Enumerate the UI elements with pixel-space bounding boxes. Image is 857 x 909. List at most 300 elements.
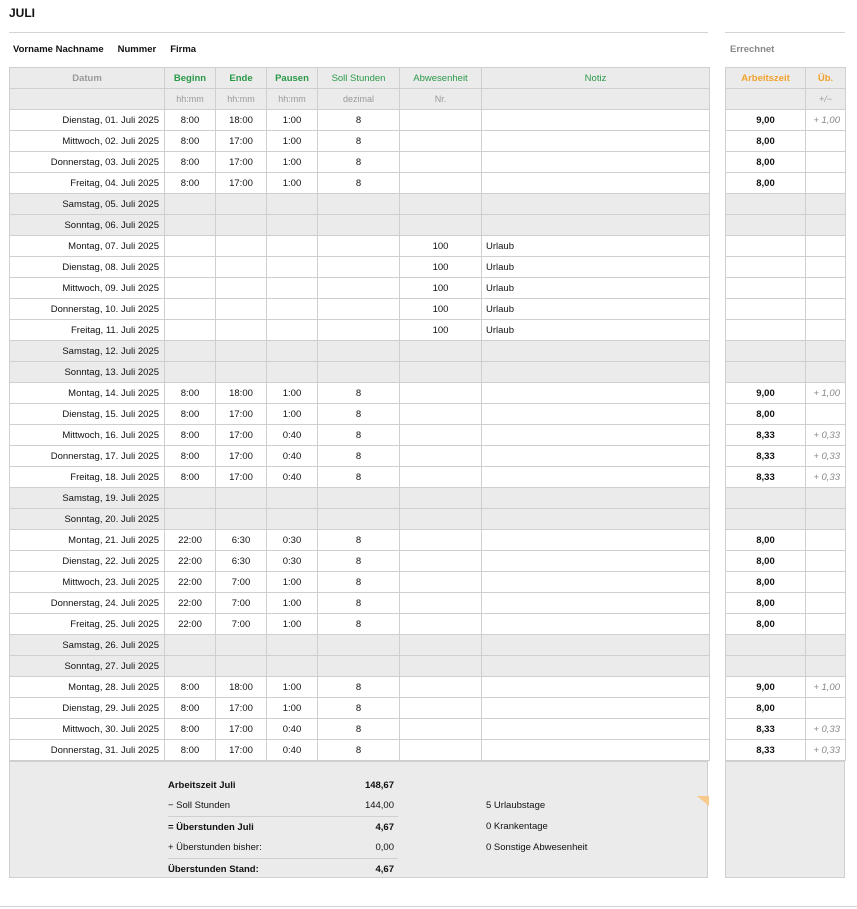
row-note-cell[interactable] [482, 593, 710, 614]
row-absence-cell[interactable] [400, 110, 482, 131]
row-worktime: 8,00 [726, 152, 806, 173]
row-note-cell[interactable]: Urlaub [482, 320, 710, 341]
computed-row [726, 467, 846, 488]
row-pause-cell[interactable]: 1:00 [267, 593, 318, 614]
row-begin-cell[interactable]: 22:00 [165, 551, 216, 572]
row-soll-cell[interactable]: 8 [318, 698, 400, 719]
summary-worktime-value: 148,67 [364, 780, 394, 791]
row-begin-cell[interactable] [165, 299, 216, 320]
row-absence-cell[interactable] [400, 551, 482, 572]
row-begin-cell[interactable]: 8:00 [165, 467, 216, 488]
row-worktime: 8,00 [726, 698, 806, 719]
table-row [10, 509, 710, 530]
row-end-cell[interactable]: 7:00 [216, 614, 267, 635]
row-worktime: 8,33 [726, 740, 806, 761]
row-date: Dienstag, 08. Juli 2025 [10, 257, 165, 278]
row-soll-cell[interactable] [318, 320, 400, 341]
computed-row [726, 698, 846, 719]
row-end-cell[interactable]: 17:00 [216, 404, 267, 425]
divider [9, 32, 708, 33]
summary-overtime [168, 816, 398, 837]
row-overtime: + 0,33 [806, 446, 846, 467]
row-absence-cell[interactable] [400, 131, 482, 152]
row-end-cell[interactable] [216, 656, 267, 677]
row-end-cell[interactable] [216, 488, 267, 509]
row-end-cell[interactable]: 6:30 [216, 551, 267, 572]
row-end-cell[interactable] [216, 299, 267, 320]
row-soll-cell[interactable]: 8 [318, 110, 400, 131]
row-pause-cell[interactable]: 1:00 [267, 404, 318, 425]
summary-prev-value[interactable]: 0,00 [375, 842, 394, 853]
row-overtime: + 1,00 [806, 677, 846, 698]
row-end-cell[interactable]: 18:00 [216, 677, 267, 698]
row-worktime: 8,00 [726, 572, 806, 593]
row-soll-cell[interactable] [318, 257, 400, 278]
table-row [10, 257, 710, 278]
row-end-cell[interactable] [216, 320, 267, 341]
table-row [10, 593, 710, 614]
row-begin-cell[interactable]: 8:00 [165, 677, 216, 698]
row-begin-cell[interactable] [165, 278, 216, 299]
table-row [10, 677, 710, 698]
summary-prev-label: + Überstunden bisher: [168, 842, 262, 853]
row-absence-cell[interactable] [400, 194, 482, 215]
row-absence-cell[interactable] [400, 698, 482, 719]
row-worktime: 9,00 [726, 677, 806, 698]
row-date: Mittwoch, 16. Juli 2025 [10, 425, 165, 446]
table-row [10, 341, 710, 362]
computed-row [726, 236, 846, 257]
row-absence-cell[interactable] [400, 635, 482, 656]
row-overtime [806, 530, 846, 551]
computed-row [726, 320, 846, 341]
row-absence-cell[interactable] [400, 572, 482, 593]
computed-row [726, 173, 846, 194]
row-soll-cell[interactable]: 8 [318, 467, 400, 488]
row-pause-cell[interactable] [267, 635, 318, 656]
row-soll-cell[interactable] [318, 299, 400, 320]
row-end-cell[interactable] [216, 635, 267, 656]
row-note-cell[interactable]: Urlaub [482, 278, 710, 299]
row-soll-cell[interactable]: 8 [318, 677, 400, 698]
table-row [10, 404, 710, 425]
row-pause-cell[interactable] [267, 488, 318, 509]
row-absence-cell[interactable] [400, 614, 482, 635]
row-absence-cell[interactable] [400, 593, 482, 614]
row-end-cell[interactable] [216, 341, 267, 362]
row-absence-cell[interactable] [400, 719, 482, 740]
table-row [10, 446, 710, 467]
row-soll-cell[interactable] [318, 215, 400, 236]
col-header-absence: Abwesenheit [400, 68, 482, 89]
computed-row [726, 425, 846, 446]
row-worktime: 8,33 [726, 467, 806, 488]
row-pause-cell[interactable]: 1:00 [267, 383, 318, 404]
row-overtime [806, 656, 846, 677]
row-end-cell[interactable] [216, 257, 267, 278]
row-note-cell[interactable] [482, 635, 710, 656]
row-soll-cell[interactable] [318, 278, 400, 299]
row-begin-cell[interactable]: 22:00 [165, 593, 216, 614]
row-absence-cell[interactable]: 100 [400, 278, 482, 299]
row-soll-cell[interactable]: 8 [318, 425, 400, 446]
row-absence-cell[interactable] [400, 215, 482, 236]
computed-row [726, 152, 846, 173]
table-row [10, 320, 710, 341]
row-soll-cell[interactable]: 8 [318, 572, 400, 593]
row-absence-cell[interactable] [400, 341, 482, 362]
row-date: Sonntag, 13. Juli 2025 [10, 362, 165, 383]
row-pause-cell[interactable] [267, 194, 318, 215]
row-soll-cell[interactable]: 8 [318, 719, 400, 740]
row-pause-cell[interactable] [267, 509, 318, 530]
row-overtime: + 1,00 [806, 110, 846, 131]
row-absence-cell[interactable]: 100 [400, 257, 482, 278]
row-absence-cell[interactable] [400, 152, 482, 173]
row-note-cell[interactable] [482, 131, 710, 152]
row-begin-cell[interactable] [165, 488, 216, 509]
summary-total-label: Überstunden Stand: [168, 863, 259, 875]
row-note-cell[interactable] [482, 677, 710, 698]
row-overtime [806, 593, 846, 614]
row-date: Dienstag, 22. Juli 2025 [10, 551, 165, 572]
row-soll-cell[interactable]: 8 [318, 446, 400, 467]
row-worktime [726, 236, 806, 257]
subheader-pause: hh:mm [267, 89, 318, 110]
row-absence-cell[interactable]: 100 [400, 320, 482, 341]
row-note-cell[interactable] [482, 446, 710, 467]
row-note-cell[interactable] [482, 719, 710, 740]
computed-row [726, 656, 846, 677]
row-note-cell[interactable] [482, 551, 710, 572]
row-date: Mittwoch, 09. Juli 2025 [10, 278, 165, 299]
person-company[interactable]: Firma [170, 44, 197, 55]
row-pause-cell[interactable]: 1:00 [267, 131, 318, 152]
row-soll-cell[interactable]: 8 [318, 383, 400, 404]
row-soll-cell[interactable] [318, 362, 400, 383]
computed-row [726, 635, 846, 656]
row-absence-cell[interactable] [400, 509, 482, 530]
row-begin-cell[interactable]: 8:00 [165, 446, 216, 467]
row-absence-cell[interactable] [400, 446, 482, 467]
row-absence-cell[interactable] [400, 530, 482, 551]
row-date: Donnerstag, 31. Juli 2025 [10, 740, 165, 761]
row-soll-cell[interactable]: 8 [318, 404, 400, 425]
row-pause-cell[interactable] [267, 215, 318, 236]
row-pause-cell[interactable]: 0:40 [267, 467, 318, 488]
row-end-cell[interactable] [216, 362, 267, 383]
row-soll-cell[interactable]: 8 [318, 152, 400, 173]
row-begin-cell[interactable]: 8:00 [165, 110, 216, 131]
row-note-cell[interactable] [482, 194, 710, 215]
row-absence-cell[interactable] [400, 467, 482, 488]
row-overtime [806, 320, 846, 341]
row-begin-cell[interactable]: 8:00 [165, 740, 216, 761]
table-row [10, 215, 710, 236]
row-begin-cell[interactable]: 8:00 [165, 719, 216, 740]
row-begin-cell[interactable] [165, 341, 216, 362]
row-soll-cell[interactable] [318, 635, 400, 656]
row-begin-cell[interactable]: 22:00 [165, 572, 216, 593]
row-note-cell[interactable] [482, 215, 710, 236]
row-pause-cell[interactable]: 1:00 [267, 698, 318, 719]
row-pause-cell[interactable]: 1:00 [267, 152, 318, 173]
row-worktime: 8,00 [726, 131, 806, 152]
row-overtime [806, 215, 846, 236]
row-date: Donnerstag, 10. Juli 2025 [10, 299, 165, 320]
row-absence-cell[interactable] [400, 425, 482, 446]
comment-marker-icon[interactable] [697, 796, 709, 806]
row-pause-cell[interactable] [267, 278, 318, 299]
row-note-cell[interactable] [482, 530, 710, 551]
row-absence-cell[interactable] [400, 488, 482, 509]
computed-row [726, 404, 846, 425]
row-absence-cell[interactable] [400, 656, 482, 677]
row-worktime: 8,00 [726, 551, 806, 572]
row-end-cell[interactable]: 7:00 [216, 593, 267, 614]
row-end-cell[interactable]: 17:00 [216, 152, 267, 173]
row-absence-cell[interactable] [400, 362, 482, 383]
row-pause-cell[interactable] [267, 656, 318, 677]
row-end-cell[interactable]: 17:00 [216, 467, 267, 488]
row-date: Sonntag, 27. Juli 2025 [10, 656, 165, 677]
row-end-cell[interactable]: 7:00 [216, 572, 267, 593]
row-note-cell[interactable] [482, 341, 710, 362]
row-absence-cell[interactable]: 100 [400, 236, 482, 257]
row-pause-cell[interactable] [267, 299, 318, 320]
row-worktime [726, 362, 806, 383]
row-soll-cell[interactable] [318, 194, 400, 215]
row-begin-cell[interactable]: 8:00 [165, 152, 216, 173]
row-absence-cell[interactable] [400, 173, 482, 194]
row-note-cell[interactable] [482, 698, 710, 719]
table-row [10, 656, 710, 677]
row-pause-cell[interactable]: 1:00 [267, 572, 318, 593]
summary-soll-label: − Soll Stunden [168, 800, 231, 811]
computed-row [726, 719, 846, 740]
row-soll-cell[interactable] [318, 341, 400, 362]
row-note-cell[interactable] [482, 425, 710, 446]
computed-label: Errechnet [730, 44, 775, 55]
row-end-cell[interactable] [216, 278, 267, 299]
row-begin-cell[interactable]: 8:00 [165, 404, 216, 425]
row-note-cell[interactable] [482, 383, 710, 404]
row-date: Samstag, 12. Juli 2025 [10, 341, 165, 362]
col-header-overtime: Üb. [806, 68, 846, 89]
computed-row [726, 614, 846, 635]
row-end-cell[interactable]: 17:00 [216, 173, 267, 194]
row-end-cell[interactable]: 18:00 [216, 110, 267, 131]
subheader-row [10, 89, 710, 110]
subheader-end: hh:mm [216, 89, 267, 110]
subheader-date [10, 89, 165, 110]
row-overtime [806, 194, 846, 215]
row-date: Dienstag, 15. Juli 2025 [10, 404, 165, 425]
person-number[interactable]: Nummer [117, 44, 157, 55]
computed-row [726, 488, 846, 509]
row-end-cell[interactable]: 17:00 [216, 740, 267, 761]
row-end-cell[interactable]: 18:00 [216, 383, 267, 404]
row-pause-cell[interactable] [267, 362, 318, 383]
row-absence-cell[interactable]: 100 [400, 299, 482, 320]
row-date: Montag, 21. Juli 2025 [10, 530, 165, 551]
row-note-cell[interactable]: Urlaub [482, 236, 710, 257]
table-row [10, 110, 710, 131]
row-note-cell[interactable] [482, 572, 710, 593]
row-note-cell[interactable] [482, 656, 710, 677]
row-soll-cell[interactable]: 8 [318, 530, 400, 551]
row-end-cell[interactable]: 17:00 [216, 425, 267, 446]
row-pause-cell[interactable] [267, 341, 318, 362]
table-row [10, 698, 710, 719]
summary-side-panel [725, 761, 845, 878]
row-begin-cell[interactable] [165, 236, 216, 257]
col-header-date: Datum [10, 68, 165, 89]
row-date: Samstag, 26. Juli 2025 [10, 635, 165, 656]
row-soll-cell[interactable] [318, 509, 400, 530]
row-end-cell[interactable] [216, 236, 267, 257]
row-overtime [806, 698, 846, 719]
person-name[interactable]: Vorname Nachname [13, 44, 104, 55]
row-worktime: 8,33 [726, 719, 806, 740]
table-row [10, 635, 710, 656]
row-worktime: 8,00 [726, 593, 806, 614]
row-begin-cell[interactable]: 8:00 [165, 698, 216, 719]
row-date: Donnerstag, 24. Juli 2025 [10, 593, 165, 614]
table-row [10, 614, 710, 635]
row-end-cell[interactable]: 17:00 [216, 698, 267, 719]
row-pause-cell[interactable]: 0:40 [267, 446, 318, 467]
row-absence-cell[interactable] [400, 383, 482, 404]
row-begin-cell[interactable]: 8:00 [165, 383, 216, 404]
row-overtime [806, 551, 846, 572]
row-note-cell[interactable] [482, 110, 710, 131]
table-row [10, 488, 710, 509]
page-title: JULI [9, 6, 36, 20]
row-begin-cell[interactable] [165, 362, 216, 383]
row-soll-cell[interactable]: 8 [318, 593, 400, 614]
row-begin-cell[interactable]: 8:00 [165, 131, 216, 152]
row-begin-cell[interactable] [165, 215, 216, 236]
row-note-cell[interactable] [482, 467, 710, 488]
row-soll-cell[interactable] [318, 488, 400, 509]
row-date: Samstag, 19. Juli 2025 [10, 488, 165, 509]
sick-days-count: 0 Krankentage [486, 821, 548, 832]
summary-prev-overtime [168, 837, 398, 858]
row-worktime: 9,00 [726, 383, 806, 404]
row-worktime: 8,00 [726, 404, 806, 425]
row-pause-cell[interactable] [267, 236, 318, 257]
row-note-cell[interactable]: Urlaub [482, 299, 710, 320]
row-begin-cell[interactable] [165, 194, 216, 215]
row-note-cell[interactable] [482, 152, 710, 173]
row-soll-cell[interactable]: 8 [318, 173, 400, 194]
row-note-cell[interactable] [482, 404, 710, 425]
row-note-cell[interactable] [482, 173, 710, 194]
row-begin-cell[interactable]: 22:00 [165, 530, 216, 551]
row-end-cell[interactable]: 17:00 [216, 719, 267, 740]
summary-soll-value: 144,00 [364, 800, 394, 811]
row-begin-cell[interactable]: 8:00 [165, 173, 216, 194]
row-worktime: 8,33 [726, 446, 806, 467]
row-begin-cell[interactable] [165, 635, 216, 656]
table-row [10, 194, 710, 215]
row-pause-cell[interactable]: 0:40 [267, 425, 318, 446]
row-overtime: + 0,33 [806, 425, 846, 446]
row-pause-cell[interactable]: 0:30 [267, 551, 318, 572]
computed-row [726, 740, 846, 761]
row-end-cell[interactable]: 17:00 [216, 446, 267, 467]
row-date: Freitag, 18. Juli 2025 [10, 467, 165, 488]
row-soll-cell[interactable]: 8 [318, 131, 400, 152]
row-overtime [806, 614, 846, 635]
summary-worktime [168, 775, 398, 796]
row-pause-cell[interactable]: 1:00 [267, 614, 318, 635]
row-worktime [726, 509, 806, 530]
row-begin-cell[interactable] [165, 320, 216, 341]
row-absence-cell[interactable] [400, 677, 482, 698]
row-note-cell[interactable]: Urlaub [482, 257, 710, 278]
computed-row [726, 278, 846, 299]
row-pause-cell[interactable]: 0:40 [267, 740, 318, 761]
row-soll-cell[interactable]: 8 [318, 551, 400, 572]
row-begin-cell[interactable]: 22:00 [165, 614, 216, 635]
row-soll-cell[interactable] [318, 236, 400, 257]
row-overtime [806, 404, 846, 425]
row-begin-cell[interactable] [165, 656, 216, 677]
row-pause-cell[interactable]: 1:00 [267, 173, 318, 194]
row-note-cell[interactable] [482, 740, 710, 761]
row-pause-cell[interactable]: 1:00 [267, 677, 318, 698]
row-pause-cell[interactable]: 0:30 [267, 530, 318, 551]
row-date: Donnerstag, 03. Juli 2025 [10, 152, 165, 173]
row-absence-cell[interactable] [400, 740, 482, 761]
row-end-cell[interactable] [216, 509, 267, 530]
row-note-cell[interactable] [482, 488, 710, 509]
row-end-cell[interactable]: 17:00 [216, 131, 267, 152]
row-begin-cell[interactable] [165, 509, 216, 530]
row-soll-cell[interactable]: 8 [318, 614, 400, 635]
subheader-begin: hh:mm [165, 89, 216, 110]
row-worktime: 8,33 [726, 425, 806, 446]
row-soll-cell[interactable] [318, 656, 400, 677]
row-pause-cell[interactable] [267, 257, 318, 278]
row-begin-cell[interactable]: 8:00 [165, 425, 216, 446]
row-pause-cell[interactable]: 0:40 [267, 719, 318, 740]
row-overtime: + 0,33 [806, 740, 846, 761]
row-begin-cell[interactable] [165, 257, 216, 278]
computed-row [726, 551, 846, 572]
row-worktime [726, 635, 806, 656]
row-end-cell[interactable]: 6:30 [216, 530, 267, 551]
row-end-cell[interactable] [216, 215, 267, 236]
row-note-cell[interactable] [482, 509, 710, 530]
row-end-cell[interactable] [216, 194, 267, 215]
row-overtime [806, 299, 846, 320]
row-note-cell[interactable] [482, 614, 710, 635]
row-overtime [806, 488, 846, 509]
table-row [10, 551, 710, 572]
row-soll-cell[interactable]: 8 [318, 740, 400, 761]
row-worktime: 8,00 [726, 530, 806, 551]
row-absence-cell[interactable] [400, 404, 482, 425]
row-pause-cell[interactable] [267, 320, 318, 341]
timesheet-table [9, 67, 710, 761]
table-row [10, 131, 710, 152]
row-pause-cell[interactable]: 1:00 [267, 110, 318, 131]
row-note-cell[interactable] [482, 362, 710, 383]
summary-overtime-label: = Überstunden Juli [168, 821, 254, 833]
